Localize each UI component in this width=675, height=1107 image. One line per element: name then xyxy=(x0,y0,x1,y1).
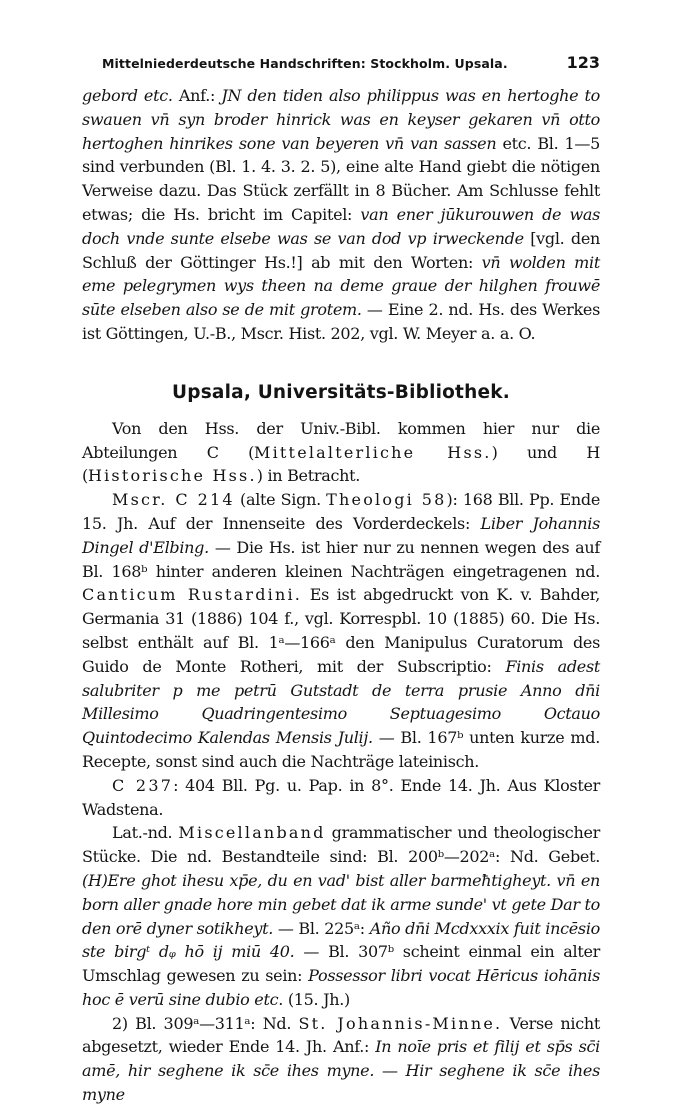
paragraph-c237: C 237: 404 Bll. Pg. u. Pap. in 8°. Ende 14. Jh. Aus Kloster Wadstena. xyxy=(82,775,600,819)
paragraph-upsala-intro: Von den Hss. der Univ.-Bibl. kommen hier nur die Abteilungen C (Mittelalterliche Hss.) und H (Historische Hss.) in Betracht. xyxy=(82,418,600,486)
page-number: 123 xyxy=(566,53,600,72)
running-head: Mittelniederdeutsche Handschriften: Stockholm. Upsala. xyxy=(102,56,508,71)
paragraph-miscellanband: Lat.-nd. Miscellanband grammatischer und theologischer Stücke. Die nd. Bestandteile sind: Bl. 200ᵇ—202ᵃ: Nd. Gebet. (H)Ere ghot ihesu xp̄e, du en vad' bist aller barmeħtigheyt. vn̄ en born aller gnade hore min gebet dat ik arme sunde' vt gete Dar to den orē dyner sotikheyt. — Bl. 225ᵃ: Año dn̄i Mcdxxxix fuit incēsio ste birgᵗ dᵩ hō ij miū 40. — Bl. 307ᵇ scheint einmal ein alter Umschlag gewesen zu sein: Possessor libri vocat Hēricus iohānis hoc ē verū sine dubio etc. (15. Jh.) xyxy=(82,823,601,1009)
document-page xyxy=(82,50,600,1107)
section-heading-upsala: Upsala, Universitäts-Bibliothek. xyxy=(172,381,510,403)
page-header xyxy=(82,50,600,84)
paragraph-mscr-c214: Mscr. C 214 (alte Sign. Theologi 58): 168 Bll. Pp. Ende 15. Jh. Auf der Innenseite des Vorderdeckels: Liber Johannis Dingel d'Elbing. — Die Hs. ist hier nur zu nennen wegen des auf Bl. 168ᵇ hinter anderen kleinen Nachträgen eingetragenen nd. Canticum Rustardini. Es ist abgedruckt von K. v. Bahder, Germania 31 (1886) 104 f., vgl. Korrespbl. 10 (1885) 60. Die Hs. selbst enthält auf Bl. 1ᵃ—166ᵃ den Manipulus Curatorum des Guido de Monte Rotheri, mit der Subscriptio: Finis adest salubriter p me petrū Gutstadt de terra prusie Anno dn̄i Millesimo Quadringentesimo Septuagesimo Octauo Quintodecimo Kalendas Mensis Julij. — Bl. 167ᵇ unten kurze md. Recepte, sonst sind auch die Nachträge lateinisch. xyxy=(82,490,601,771)
paragraph-stockholm-end: gebord etc. Anf.: JN den tiden also philippus was en hertoghe to swauen vn̄ syn broder hinrick was en keyser gekaren vn̄ otto hertoghen hinrikes sone van beyeren vn̄ van sassen etc. Bl. 1—5 sind verbunden (Bl. 1. 4. 3. 2. 5), eine alte Hand giebt die nötigen Verweise dazu. Das Stück zerfällt in 8 Bücher. Am Schlusse fehlt etwas; die Hs. bricht im Capitel: van ener jūkurouwen de was doch vnde sunte elsebe was se van dod vp irweckende [vgl. den Schluß der Göttinger Hs.!] ab mit den Worten: vn̄ wolden mit eme pelegrymen wys theen na deme graue der hilghen frouwē sūte elseben also se de mit grotem. — Eine 2. nd. Hs. des Werkes ist Göttingen, U.-B., Mscr. Hist. 202, vgl. W. Meyer a. a. O. xyxy=(82,86,601,343)
paragraph-johannis-minne: 2) Bl. 309ᵃ—311ᵃ: Nd. St. Johannis-Minne. Verse nicht abgesetzt, wieder Ende 14. Jh. Anf.: In noīe pris et filij et sp̄s sc̄i amē, hir seghene ik sc̄e ihes myne. — Hir seghene ik sc̄e ihes myne xyxy=(82,1013,600,1105)
